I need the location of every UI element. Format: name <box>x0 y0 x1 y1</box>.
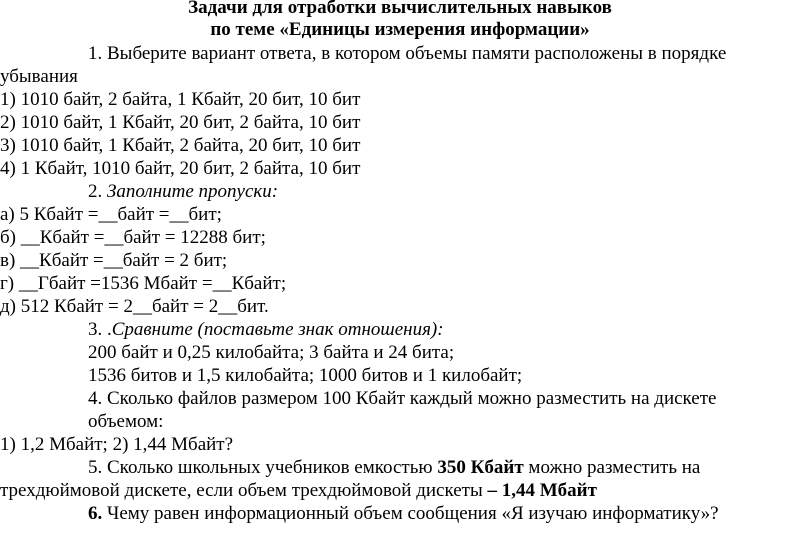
q6-text <box>88 503 719 525</box>
q3-heading <box>88 319 444 341</box>
q5-text-d: трехдюймовой дискете, если объем трехдюймовой дискеты <box>0 480 488 501</box>
q1-text-cont: убывания <box>0 66 78 87</box>
q2-item-v: в) __Кбайт =__байт = 2 бит; <box>0 250 228 271</box>
q5-disk-size: – 1,44 Мбайт <box>487 480 597 501</box>
q6-number: 6. <box>88 503 103 524</box>
q3-line-1: 200 байт и 0,25 килобайта; 3 байта и 24 бита; <box>88 342 455 363</box>
q2-item-g: г) __Гбайт =1536 Мбайт =__Кбайт; <box>0 273 287 294</box>
q1-option-3: 3) 1010 байт, 1 Кбайт, 2 байта, 20 бит, 10 бит <box>0 135 361 156</box>
q3-title: Сравните (поставьте знак отношения): <box>111 319 444 340</box>
q3-number: 3. . <box>88 319 112 340</box>
q2-item-a: а) 5 Кбайт =__байт =__бит; <box>0 204 222 225</box>
q4-options: 1) 1,2 Мбайт; 2) 1,44 Мбайт? <box>0 434 234 455</box>
q1-option-2: 2) 1010 байт, 1 Кбайт, 20 бит, 2 байта, 10 бит <box>0 112 361 133</box>
q5-text-a: 5. Сколько школьных учебников емкостью <box>88 457 438 478</box>
title-line-2: по теме «Единицы измерения информации» <box>210 19 590 40</box>
q4-text-cont: объемом: <box>88 411 164 432</box>
q2-item-b: б) __Кбайт =__байт = 12288 бит; <box>0 227 266 248</box>
q5-text-c: можно разместить на <box>523 457 701 478</box>
q5-capacity: 350 Кбайт <box>437 457 524 478</box>
q4-text: 4. Сколько файлов размером 100 Кбайт каждый можно разместить на дискете <box>88 388 717 409</box>
q1-option-1: 1) 1010 байт, 2 байта, 1 Кбайт, 20 бит, 10 бит <box>0 89 361 110</box>
q2-number: 2. <box>88 181 107 202</box>
q1-text: 1. Выберите вариант ответа, в котором объемы памяти расположены в порядке <box>88 43 727 64</box>
q2-title: Заполните пропуски: <box>107 181 279 202</box>
q5-text-cont <box>0 480 597 502</box>
q6-body: Чему равен информационный объем сообщения «Я изучаю информатику»? <box>102 503 719 524</box>
q2-heading <box>88 181 278 203</box>
title-line-1: Задачи для отработки вычислительных навыков <box>188 0 612 18</box>
q2-item-d: д) 512 Кбайт = 2__байт = 2__бит. <box>0 296 269 317</box>
q3-line-2: 1536 битов и 1,5 килобайта; 1000 битов и 1 килобайт; <box>88 365 523 386</box>
q5-text <box>88 457 700 479</box>
q1-option-4: 4) 1 Кбайт, 1010 байт, 20 бит, 2 байта, 10 бит <box>0 158 361 179</box>
